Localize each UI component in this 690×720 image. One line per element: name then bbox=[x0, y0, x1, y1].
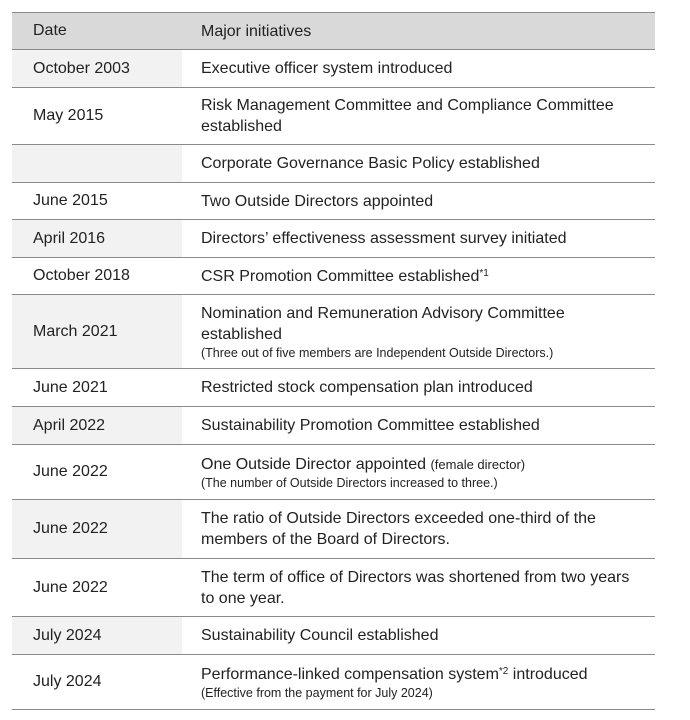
row-note: (Effective from the payment for July 2024) bbox=[201, 685, 433, 700]
row-date: June 2015 bbox=[33, 192, 108, 209]
row-initiative bbox=[182, 559, 655, 616]
table-row bbox=[12, 295, 655, 369]
row-initiative bbox=[182, 617, 655, 654]
row-date: June 2021 bbox=[33, 378, 108, 396]
row-initiative-text: Corporate Governance Basic Policy established bbox=[201, 155, 540, 172]
footnote-marker: *1 bbox=[479, 267, 489, 279]
row-initiative-text: The ratio of Outside Directors exceeded one-third of the members of the Board of Directors. bbox=[201, 510, 596, 548]
row-initiative bbox=[182, 220, 655, 257]
row-initiative-text: Executive officer system introduced bbox=[201, 60, 453, 77]
table-row bbox=[12, 445, 655, 500]
row-initiative bbox=[182, 407, 655, 444]
row-date: June 2022 bbox=[33, 463, 108, 480]
row-date: May 2015 bbox=[33, 107, 104, 124]
table-row bbox=[12, 220, 655, 258]
row-note: (The number of Outside Directors increased to three.) bbox=[201, 475, 498, 490]
table-row bbox=[12, 183, 655, 220]
table-row bbox=[12, 617, 655, 655]
row-initiative bbox=[182, 655, 655, 709]
row-initiative-text: Two Outside Directors appointed bbox=[201, 192, 434, 210]
footnote-marker: *2 bbox=[498, 665, 509, 677]
row-initiative-text: Risk Management Committee and Compliance Committee established bbox=[201, 97, 614, 135]
table-row bbox=[12, 88, 655, 145]
row-date: June 2022 bbox=[33, 578, 108, 596]
row-date: July 2024 bbox=[33, 673, 102, 690]
row-initiative-text: Sustainability Council established bbox=[201, 627, 439, 644]
row-initiative-text: Nomination and Remuneration Advisory Committee established bbox=[201, 304, 565, 343]
row-initiative bbox=[182, 445, 655, 499]
row-initiative bbox=[182, 88, 655, 144]
row-initiative bbox=[182, 50, 655, 87]
header-initiatives: Major initiatives bbox=[182, 13, 655, 49]
table-row bbox=[12, 500, 655, 559]
row-initiative-text: Restricted stock compensation plan introduced bbox=[201, 379, 533, 396]
table-row bbox=[12, 655, 655, 710]
table-row bbox=[12, 559, 655, 617]
row-initiative-text: The term of office of Directors was shortened from two years to one year. bbox=[201, 568, 630, 607]
row-initiative-text: CSR Promotion Committee established bbox=[201, 267, 480, 285]
table-row bbox=[12, 407, 655, 445]
row-date: October 2003 bbox=[33, 59, 130, 77]
row-initiative bbox=[182, 295, 655, 368]
row-initiative bbox=[182, 258, 655, 294]
governance-table bbox=[12, 12, 655, 710]
header-date: Date bbox=[33, 22, 67, 39]
row-date: June 2022 bbox=[33, 520, 108, 537]
row-date: July 2024 bbox=[33, 626, 102, 644]
table-row bbox=[12, 145, 655, 183]
row-initiative-text: Directors’ effectiveness assessment survey initiated bbox=[201, 230, 567, 247]
row-initiative bbox=[182, 145, 655, 182]
table-row bbox=[12, 258, 655, 295]
row-note: (Three out of five members are Independent Outside Directors.) bbox=[201, 345, 554, 360]
row-initiative-text-after: introduced bbox=[508, 665, 588, 683]
table-header bbox=[12, 12, 655, 50]
row-initiative-text: Sustainability Promotion Committee established bbox=[201, 417, 540, 434]
row-initiative bbox=[182, 500, 655, 558]
row-initiative bbox=[182, 369, 655, 406]
row-date: March 2021 bbox=[33, 322, 118, 340]
row-date: April 2016 bbox=[33, 229, 106, 247]
row-initiative-text: One Outside Director appointed bbox=[201, 455, 427, 473]
row-date: October 2018 bbox=[33, 267, 130, 284]
table-row bbox=[12, 369, 655, 407]
row-date: April 2022 bbox=[33, 416, 106, 434]
row-initiative bbox=[182, 183, 655, 219]
row-initiative-text: Performance-linked compensation system bbox=[201, 665, 499, 683]
table-row bbox=[12, 50, 655, 88]
row-inline-note: (female director) bbox=[430, 456, 526, 472]
